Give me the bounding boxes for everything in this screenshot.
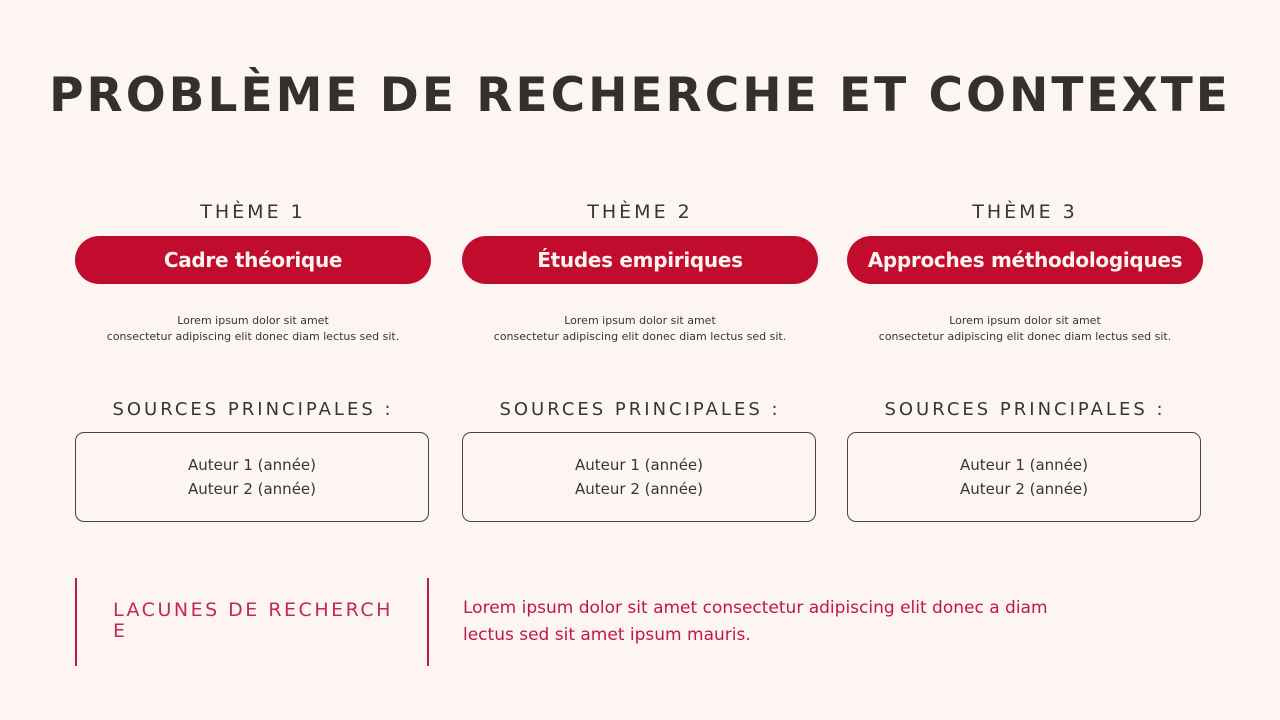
- theme-label: THÈME 3: [972, 201, 1078, 223]
- theme-title-pill: Approches méthodologiques: [847, 236, 1203, 284]
- theme-title-pill: Cadre théorique: [75, 236, 431, 284]
- source-item: Auteur 1 (année): [575, 456, 703, 474]
- theme-description: [462, 313, 818, 345]
- research-gaps-section: [75, 578, 1205, 666]
- divider-line: [427, 578, 429, 666]
- theme-description: [75, 313, 431, 345]
- theme-description-line: Lorem ipsum dolor sit amet: [177, 314, 329, 327]
- source-item: Auteur 2 (année): [188, 480, 316, 498]
- sources-label: SOURCES PRINCIPALES :: [112, 399, 394, 420]
- sources-box: [462, 432, 816, 522]
- research-gaps-label: LACUNES DE RECHERCHE: [113, 599, 393, 642]
- sources-label: SOURCES PRINCIPALES :: [884, 399, 1166, 420]
- research-gaps-text-line: lectus sed sit amet ipsum mauris.: [463, 625, 751, 645]
- research-gaps-text: [463, 595, 1143, 649]
- theme-column-2: [462, 196, 818, 498]
- theme-description: [847, 313, 1203, 345]
- sources-label: SOURCES PRINCIPALES :: [499, 399, 781, 420]
- theme-label: THÈME 1: [200, 201, 306, 223]
- source-item: Auteur 2 (année): [575, 480, 703, 498]
- theme-description-line: consectetur adipiscing elit donec diam lectus sed sit.: [106, 330, 400, 343]
- source-item: Auteur 2 (année): [960, 480, 1088, 498]
- theme-column-3: [847, 196, 1203, 498]
- sources-box: [75, 432, 429, 522]
- theme-description-line: consectetur adipiscing elit donec diam lectus sed sit.: [493, 330, 787, 343]
- sources-box: [847, 432, 1201, 522]
- theme-label: THÈME 2: [587, 201, 693, 223]
- theme-description-line: Lorem ipsum dolor sit amet: [949, 314, 1101, 327]
- theme-description-line: Lorem ipsum dolor sit amet: [564, 314, 716, 327]
- divider-line: [75, 578, 77, 666]
- research-gaps-text-line: Lorem ipsum dolor sit amet consectetur adipiscing elit donec a diam: [463, 598, 1048, 618]
- source-item: Auteur 1 (année): [188, 456, 316, 474]
- theme-description-line: consectetur adipiscing elit donec diam lectus sed sit.: [878, 330, 1172, 343]
- theme-title-pill: Études empiriques: [462, 236, 818, 284]
- slide-title: PROBLÈME DE RECHERCHE ET CONTEXTE: [49, 68, 1231, 123]
- source-item: Auteur 1 (année): [960, 456, 1088, 474]
- theme-column-1: [75, 196, 431, 498]
